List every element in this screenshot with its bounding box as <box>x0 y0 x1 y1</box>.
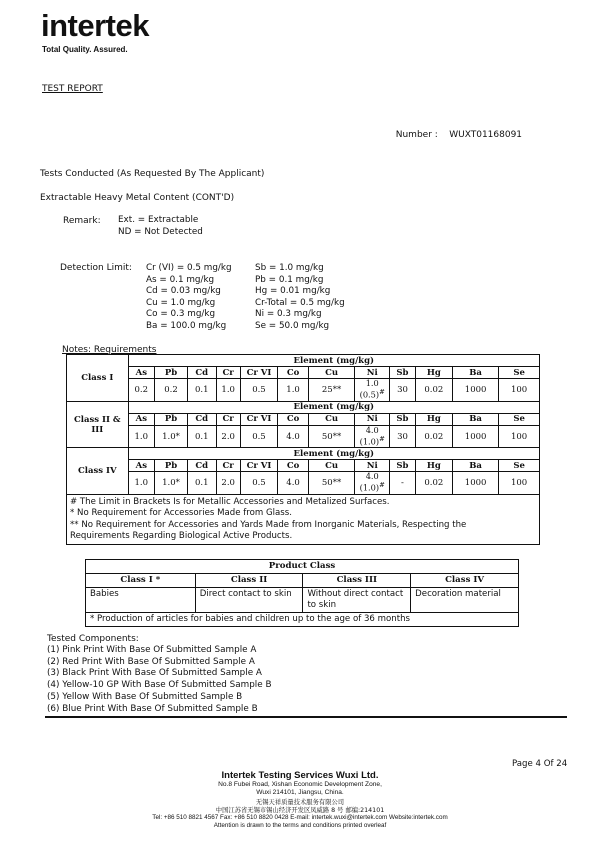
element-column-header: Cd <box>187 460 216 472</box>
limit-item: Ba = 100.0 mg/kg <box>146 320 227 331</box>
limit-value-cell: 0.5 <box>240 472 277 495</box>
ni-bracket-limit <box>360 481 385 493</box>
ni-limit-values <box>360 472 385 493</box>
report-title: TEST REPORT <box>42 84 103 94</box>
ni-bracket-limit <box>360 388 385 400</box>
limit-value-cell: 2.0 <box>216 425 240 448</box>
tests-conducted: Tests Conducted (As Requested By The Applicant) <box>40 169 265 179</box>
list-item: (1) Pink Print With Base Of Submitted Sample A <box>47 645 257 655</box>
requirement-note: ** No Requirement for Accessories and Yards Made from Inorganic Materials, Respecting the <box>70 519 467 530</box>
limit-value-cell: 1.0 <box>128 472 154 495</box>
limit-item: Cu = 1.0 mg/kg <box>146 297 216 308</box>
list-item: (2) Red Print With Base Of Submitted Sample A <box>47 656 255 667</box>
product-class-cell: Decoration material <box>411 588 519 613</box>
footer-notice: Attention is drawn to the terms and conditions printed overleaf <box>213 822 387 829</box>
element-column-header: Cu <box>308 367 354 379</box>
remark-lines <box>118 215 203 238</box>
hash-mark: # <box>379 434 385 443</box>
requirements-notes <box>67 495 540 545</box>
ni-limit-cell <box>355 425 390 448</box>
limit-value-cell: 0.5 <box>240 425 277 448</box>
limit-value-cell: 1000 <box>453 379 499 402</box>
limit-value-cell: 4.0 <box>278 472 309 495</box>
element-column-header: Ba <box>453 413 499 425</box>
footer-cn1: 无锡天祥质量技术服务有限公司 <box>255 799 345 806</box>
limit-value-cell: - <box>390 472 415 495</box>
element-column-header: Cd <box>187 413 216 425</box>
product-class-header: Class II <box>195 574 303 588</box>
limit-value-cell: 0.02 <box>415 472 452 495</box>
element-column-header: Ni <box>355 367 390 379</box>
limit-item: Se = 50.0 mg/kg <box>255 320 330 331</box>
logo-tagline: Total Quality. Assured. <box>42 45 128 54</box>
product-class-footnote: * Production of articles for babies and children up to the age of 36 months <box>86 613 519 627</box>
remark-label: Remark: <box>63 216 101 226</box>
footer-company: Intertek Testing Services Wuxi Ltd. <box>221 770 379 781</box>
element-column-header: Cr VI <box>240 460 277 472</box>
requirements-label: Notes: Requirements <box>62 345 157 355</box>
element-column-header: Hg <box>415 367 452 379</box>
remark-line: ND = Not Detected <box>118 226 203 237</box>
product-class-cell: Direct contact to skin <box>195 588 303 613</box>
element-column-header: Co <box>278 460 309 472</box>
limit-value-cell: 0.1 <box>187 379 216 402</box>
ni-limit: 4.0 <box>365 424 379 435</box>
limit-item: Cd = 0.03 mg/kg <box>146 286 221 297</box>
limit-value-cell: 1.0 <box>128 425 154 448</box>
ni-limit-cell <box>355 379 390 402</box>
requirement-note: Requirements Regarding Biological Active Products. <box>70 530 293 541</box>
class-name-cell: Class IV <box>67 448 129 495</box>
requirements-table <box>66 354 540 545</box>
tested-components-list <box>47 645 272 715</box>
limit-value-cell: 0.02 <box>415 425 452 448</box>
element-header: Element (mg/kg) <box>128 448 539 460</box>
hash-mark: # <box>379 481 385 490</box>
element-column-header: Cr <box>216 460 240 472</box>
product-class-header: Class I * <box>86 574 196 588</box>
ni-limit-cell <box>355 472 390 495</box>
element-column-header: Co <box>278 413 309 425</box>
limit-item: Cr (VI) = 0.5 mg/kg <box>146 263 232 273</box>
element-column-header: Cr VI <box>240 367 277 379</box>
detection-limit-col1 <box>146 263 232 333</box>
intertek-logo: intertek <box>41 8 149 43</box>
class-name-cell: Class I <box>67 355 129 402</box>
limit-value-cell: 0.2 <box>128 379 154 402</box>
limit-value-cell: 50** <box>308 425 354 448</box>
element-header: Element (mg/kg) <box>128 401 539 413</box>
list-item: (4) Yellow-10 GP With Base Of Submitted Sample B <box>47 680 272 691</box>
limit-value-cell: 100 <box>499 472 540 495</box>
element-column-header: As <box>128 460 154 472</box>
limit-value-cell: 0.2 <box>154 379 187 402</box>
element-column-header: Sb <box>390 367 415 379</box>
element-column-header: Cu <box>308 460 354 472</box>
detection-limit-col2 <box>255 263 345 333</box>
list-item: (3) Black Print With Base Of Submitted Sample A <box>47 668 262 679</box>
element-column-header: Co <box>278 367 309 379</box>
ni-bracket-value: (1.0) <box>359 436 380 447</box>
element-column-header: Se <box>499 460 540 472</box>
limit-value-cell: 0.1 <box>187 472 216 495</box>
page-number: Page 4 Of 24 <box>512 759 568 769</box>
product-class-title: Product Class <box>86 560 519 574</box>
element-column-header: Se <box>499 367 540 379</box>
divider <box>45 716 567 718</box>
ni-bracket-limit <box>360 435 385 447</box>
element-column-header: Cu <box>308 413 354 425</box>
limit-value-cell: 30 <box>390 379 415 402</box>
footer-cn2: 中国江苏省无锡市锡山经济开发区凤威路 8 号 邮编:214101 <box>215 807 385 814</box>
footer-contact: Tel: +86 510 8821 4567 Fax: +86 510 8820 0428 E-mail: intertek.wuxi@intertek.com Website:intertek.com <box>152 814 448 821</box>
element-column-header: Sb <box>390 460 415 472</box>
element-column-header: Cd <box>187 367 216 379</box>
limit-value-cell: 0.1 <box>187 425 216 448</box>
element-column-header: Cr <box>216 367 240 379</box>
list-item: (5) Yellow With Base Of Submitted Sample B <box>47 691 243 702</box>
ni-bracket-value: (0.5) <box>359 389 380 400</box>
limit-item: As = 0.1 mg/kg <box>146 274 215 285</box>
limit-value-cell: 2.0 <box>216 472 240 495</box>
limit-value-cell: 50** <box>308 472 354 495</box>
limit-value-cell: 1.0* <box>154 472 187 495</box>
element-column-header: Cr VI <box>240 413 277 425</box>
hash-mark: # <box>379 388 385 396</box>
product-class-header: Class IV <box>411 574 519 588</box>
requirement-note: # The Limit in Brackets Is for Metallic Accessories and Metalized Surfaces. <box>70 497 390 508</box>
limit-value-cell: 1000 <box>453 425 499 448</box>
element-header: Element (mg/kg) <box>128 355 539 367</box>
element-column-header: Cr <box>216 413 240 425</box>
element-column-header: Ni <box>355 413 390 425</box>
class-name-cell: Class II & III <box>67 401 129 448</box>
tested-components-label: Tested Components: <box>47 634 139 644</box>
product-class-table <box>85 559 519 627</box>
report-number-value: WUXT01168091 <box>449 130 523 140</box>
product-class-cell: Babies <box>86 588 196 613</box>
remark-line: Ext. = Extractable <box>118 215 199 225</box>
element-column-header: Ni <box>355 460 390 472</box>
list-item: (6) Blue Print With Base Of Submitted Sample B <box>47 703 258 714</box>
limit-value-cell: 100 <box>499 379 540 402</box>
limit-value-cell: 0.5 <box>240 379 277 402</box>
ni-limit-values <box>360 426 385 447</box>
limit-value-cell: 1.0 <box>278 379 309 402</box>
element-column-header: As <box>128 367 154 379</box>
footer-address2: Wuxi 214101, Jiangsu, China. <box>256 789 344 796</box>
ni-limit: 1.0 <box>365 378 379 388</box>
limit-item: Ni = 0.3 mg/kg <box>255 309 322 320</box>
limit-value-cell: 0.02 <box>415 379 452 402</box>
report-number-label: Number : <box>395 130 438 140</box>
limit-value-cell: 4.0 <box>278 425 309 448</box>
limit-item: Cr-Total = 0.5 mg/kg <box>255 297 345 308</box>
element-column-header: Ba <box>453 460 499 472</box>
report-number <box>390 120 522 140</box>
ni-limit: 4.0 <box>365 471 379 482</box>
limit-value-cell: 30 <box>390 425 415 448</box>
element-column-header: Pb <box>154 413 187 425</box>
limit-value-cell: 100 <box>499 425 540 448</box>
ni-bracket-value: (1.0) <box>359 483 380 494</box>
limit-value-cell: 1000 <box>453 472 499 495</box>
element-column-header: Hg <box>415 413 452 425</box>
element-column-header: Pb <box>154 367 187 379</box>
requirement-note: * No Requirement for Accessories Made from Glass. <box>70 508 292 519</box>
detection-limit-label: Detection Limit: <box>60 263 132 273</box>
limit-item: Sb = 1.0 mg/kg <box>255 263 324 273</box>
element-column-header: Hg <box>415 460 452 472</box>
element-column-header: Ba <box>453 367 499 379</box>
element-column-header: As <box>128 413 154 425</box>
product-class-header: Class III <box>303 574 411 588</box>
limit-value-cell: 1.0 <box>216 379 240 402</box>
footer-address1: No.8 Fubei Road, Xishan Economic Development Zone, <box>218 781 382 788</box>
element-column-header: Se <box>499 413 540 425</box>
ni-limit-values <box>360 379 385 400</box>
limit-item: Pb = 0.1 mg/kg <box>255 274 324 285</box>
element-column-header: Sb <box>390 413 415 425</box>
section-title: Extractable Heavy Metal Content (CONT'D) <box>40 193 235 203</box>
limit-value-cell: 25** <box>308 379 354 402</box>
element-column-header: Pb <box>154 460 187 472</box>
limit-item: Co = 0.3 mg/kg <box>146 309 216 320</box>
product-class-cell: Without direct contact to skin <box>303 588 411 613</box>
limit-item: Hg = 0.01 mg/kg <box>255 286 331 297</box>
limit-value-cell: 1.0* <box>154 425 187 448</box>
